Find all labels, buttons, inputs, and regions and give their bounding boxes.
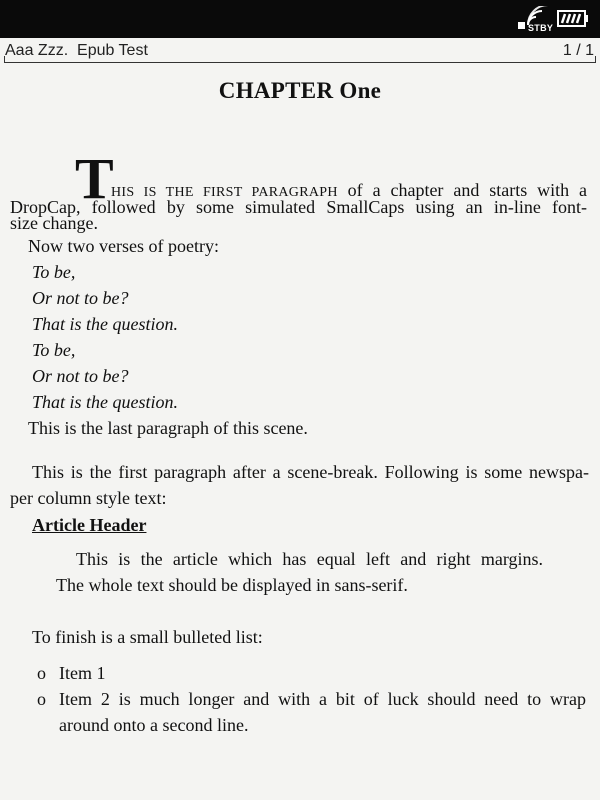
header-divider [4, 62, 596, 63]
bullet-marker: o [37, 663, 46, 683]
verse-line: Or not to be? [32, 288, 129, 308]
verse-line: To be, [32, 340, 76, 360]
battery-icon [557, 10, 589, 27]
list-item-2-line-2: around onto a second line. [59, 715, 249, 735]
paragraph-2-line-1: This is the first paragraph after a scene-break. Following is some newspa- [32, 462, 589, 482]
verse-line: That is the question. [32, 314, 179, 334]
article-line-2: The whole text should be displayed in sans-serif. [56, 575, 408, 595]
header-divider-tick-left [4, 56, 5, 63]
list-intro: To finish is a small bulleted list: [32, 627, 263, 647]
article-line-1: This is the article which has equal left and right margins. [76, 549, 543, 569]
list-item-1: Item 1 [59, 663, 106, 683]
smallcaps-text: HIS IS THE FIRST PARAGRAPH [111, 185, 338, 200]
status-bar [0, 0, 600, 38]
last-paragraph: This is the last paragraph of this scene. [28, 418, 308, 438]
paragraph-1-line-2: DropCap, followed by some simulated SmallCaps using an in-line font- [10, 197, 587, 217]
header-divider-tick-right [595, 56, 596, 63]
paragraph-2-line-2: per column style text: [10, 488, 167, 508]
poetry-intro: Now two verses of poetry: [28, 236, 219, 256]
book-header [0, 40, 600, 62]
bullet-marker: o [37, 689, 46, 709]
book-title: Aaa Zzz. Epub Test [5, 42, 148, 59]
verse-line: Or not to be? [32, 366, 129, 386]
article-header: Article Header [32, 515, 147, 535]
chapter-title: CHAPTER One [218, 78, 382, 103]
verse-line: To be, [32, 262, 76, 282]
page-counter: 1 / 1 [562, 42, 594, 59]
paragraph-1-line-3: size change. [10, 213, 98, 233]
verse-line: That is the question. [32, 392, 179, 412]
list-item-2-line-1: Item 2 is much longer and with a bit of luck should need to wrap [59, 689, 586, 709]
standby-label: STBY [528, 23, 554, 33]
dropcap-letter: T [75, 146, 114, 211]
paragraph-1-line-1-rest: of a chapter and starts with a [347, 180, 588, 200]
